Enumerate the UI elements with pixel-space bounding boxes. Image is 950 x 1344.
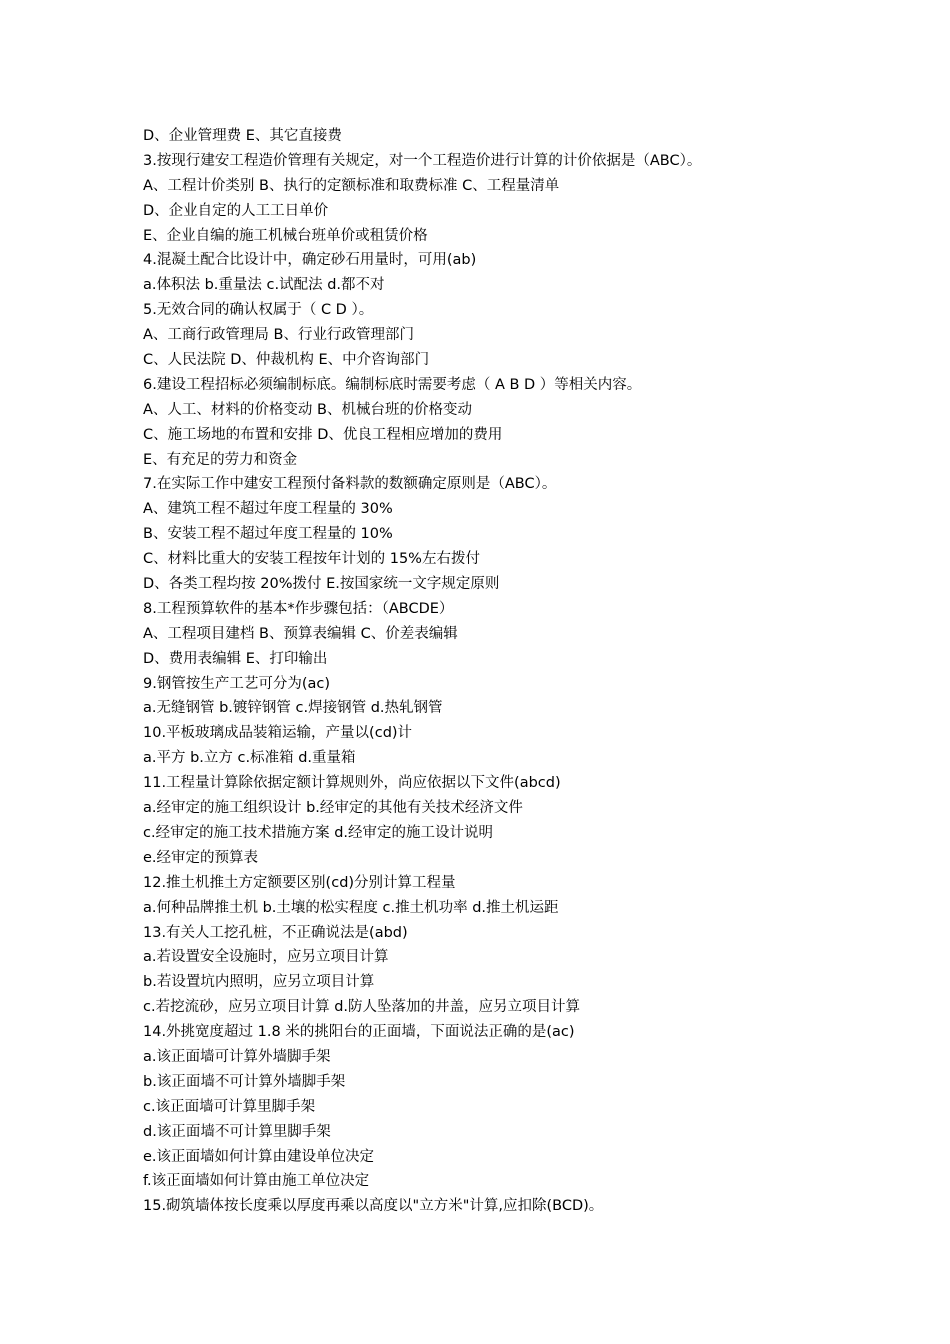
- text-line: E、企业自编的施工机械台班单价或租赁价格: [143, 227, 428, 244]
- text-line: C、材料比重大的安装工程按年计划的 15%左右拨付: [143, 551, 480, 568]
- text-line: a.若设置安全设施时，应另立项目计算: [143, 949, 389, 966]
- text-line: e.该正面墙如何计算由建设单位决定: [143, 1148, 375, 1165]
- text-line: 6.建设工程招标必须编制标底。编制标底时需要考虑（ A B D ）等相关内容。: [143, 376, 642, 393]
- text-line: c.该正面墙可计算里脚手架: [143, 1098, 316, 1115]
- text-line: 12.推土机推土方定额要区别(cd)分别计算工程量: [143, 874, 456, 891]
- text-line: b.该正面墙不可计算外墙脚手架: [143, 1073, 346, 1090]
- text-line: 14.外挑宽度超过 1.8 米的挑阳台的正面墙，下面说法正确的是(ac): [143, 1024, 575, 1041]
- text-line: 4.混凝土配合比设计中，确定砂石用量时，可用(ab): [143, 252, 477, 269]
- text-line: 10.平板玻璃成品装箱运输，产量以(cd)计: [143, 725, 413, 742]
- text-line: E、有充足的劳力和资金: [143, 451, 298, 468]
- text-line: D、费用表编辑 E、打印输出: [143, 650, 328, 667]
- document-text-body: [143, 124, 903, 1219]
- text-line: a.经审定的施工组织设计 b.经审定的其他有关技术经济文件: [143, 800, 523, 817]
- text-line: 15.砌筑墙体按长度乘以厚度再乘以高度以"立方米"计算,应扣除(BCD)。: [143, 1198, 604, 1215]
- text-line: 13.有关人工挖孔桩，不正确说法是(abd): [143, 924, 408, 941]
- text-line: B、安装工程不超过年度工程量的 10%: [143, 526, 393, 543]
- text-line: e.经审定的预算表: [143, 849, 259, 866]
- text-line: 9.钢管按生产工艺可分为(ac): [143, 675, 331, 692]
- text-line: a.该正面墙可计算外墙脚手架: [143, 1048, 331, 1065]
- text-line: C、人民法院 D、仲裁机构 E、中介咨询部门: [143, 352, 430, 369]
- text-line: 7.在实际工作中建安工程预付备料款的数额确定原则是（ABC）。: [143, 476, 557, 493]
- text-line: c.经审定的施工技术措施方案 d.经审定的施工设计说明: [143, 824, 494, 841]
- text-line: a.平方 b.立方 c.标准箱 d.重量箱: [143, 750, 356, 767]
- text-line: b.若设置坑内照明，应另立项目计算: [143, 974, 375, 991]
- text-line: D、企业自定的人工工日单价: [143, 202, 329, 219]
- text-line: D、企业管理费 E、其它直接费: [143, 128, 342, 144]
- text-line: a.无缝钢管 b.镀锌钢管 c.焊接钢管 d.热轧钢管: [143, 700, 443, 717]
- text-line: 11.工程量计算除依据定额计算规则外，尚应依据以下文件(abcd): [143, 775, 561, 792]
- text-line: 8.工程预算软件的基本*作步骤包括：（ABCDE）: [143, 600, 454, 617]
- text-line: 5.无效合同的确认权属于（ C D ）。: [143, 302, 374, 319]
- text-line: d.该正面墙不可计算里脚手架: [143, 1123, 331, 1140]
- text-line: A、建筑工程不超过年度工程量的 30%: [143, 501, 393, 518]
- text-line: A、工程计价类别 B、执行的定额标准和取费标准 C、工程量清单: [143, 177, 560, 194]
- text-line: c.若挖流砂，应另立项目计算 d.防人坠落加的井盖，应另立项目计算: [143, 999, 581, 1016]
- text-line: 3.按现行建安工程造价管理有关规定，对一个工程造价进行计算的计价依据是（ABC）。: [143, 152, 702, 169]
- text-line: D、各类工程均按 20%拨付 E.按国家统一文字规定原则: [143, 576, 500, 593]
- text-line: a.何种品牌推土机 b.土壤的松实程度 c.推土机功率 d.推土机运距: [143, 899, 559, 916]
- text-line: A、人工、材料的价格变动 B、机械台班的价格变动: [143, 401, 472, 418]
- text-line: A、工程项目建档 B、预算表编辑 C、价差表编辑: [143, 625, 458, 642]
- text-line: f.该正面墙如何计算由施工单位决定: [143, 1173, 370, 1190]
- text-line: A、工商行政管理局 B、行业行政管理部门: [143, 327, 414, 344]
- text-line: C、施工场地的布置和安排 D、优良工程相应增加的费用: [143, 426, 503, 443]
- text-line: a.体积法 b.重量法 c.试配法 d.都不对: [143, 277, 385, 294]
